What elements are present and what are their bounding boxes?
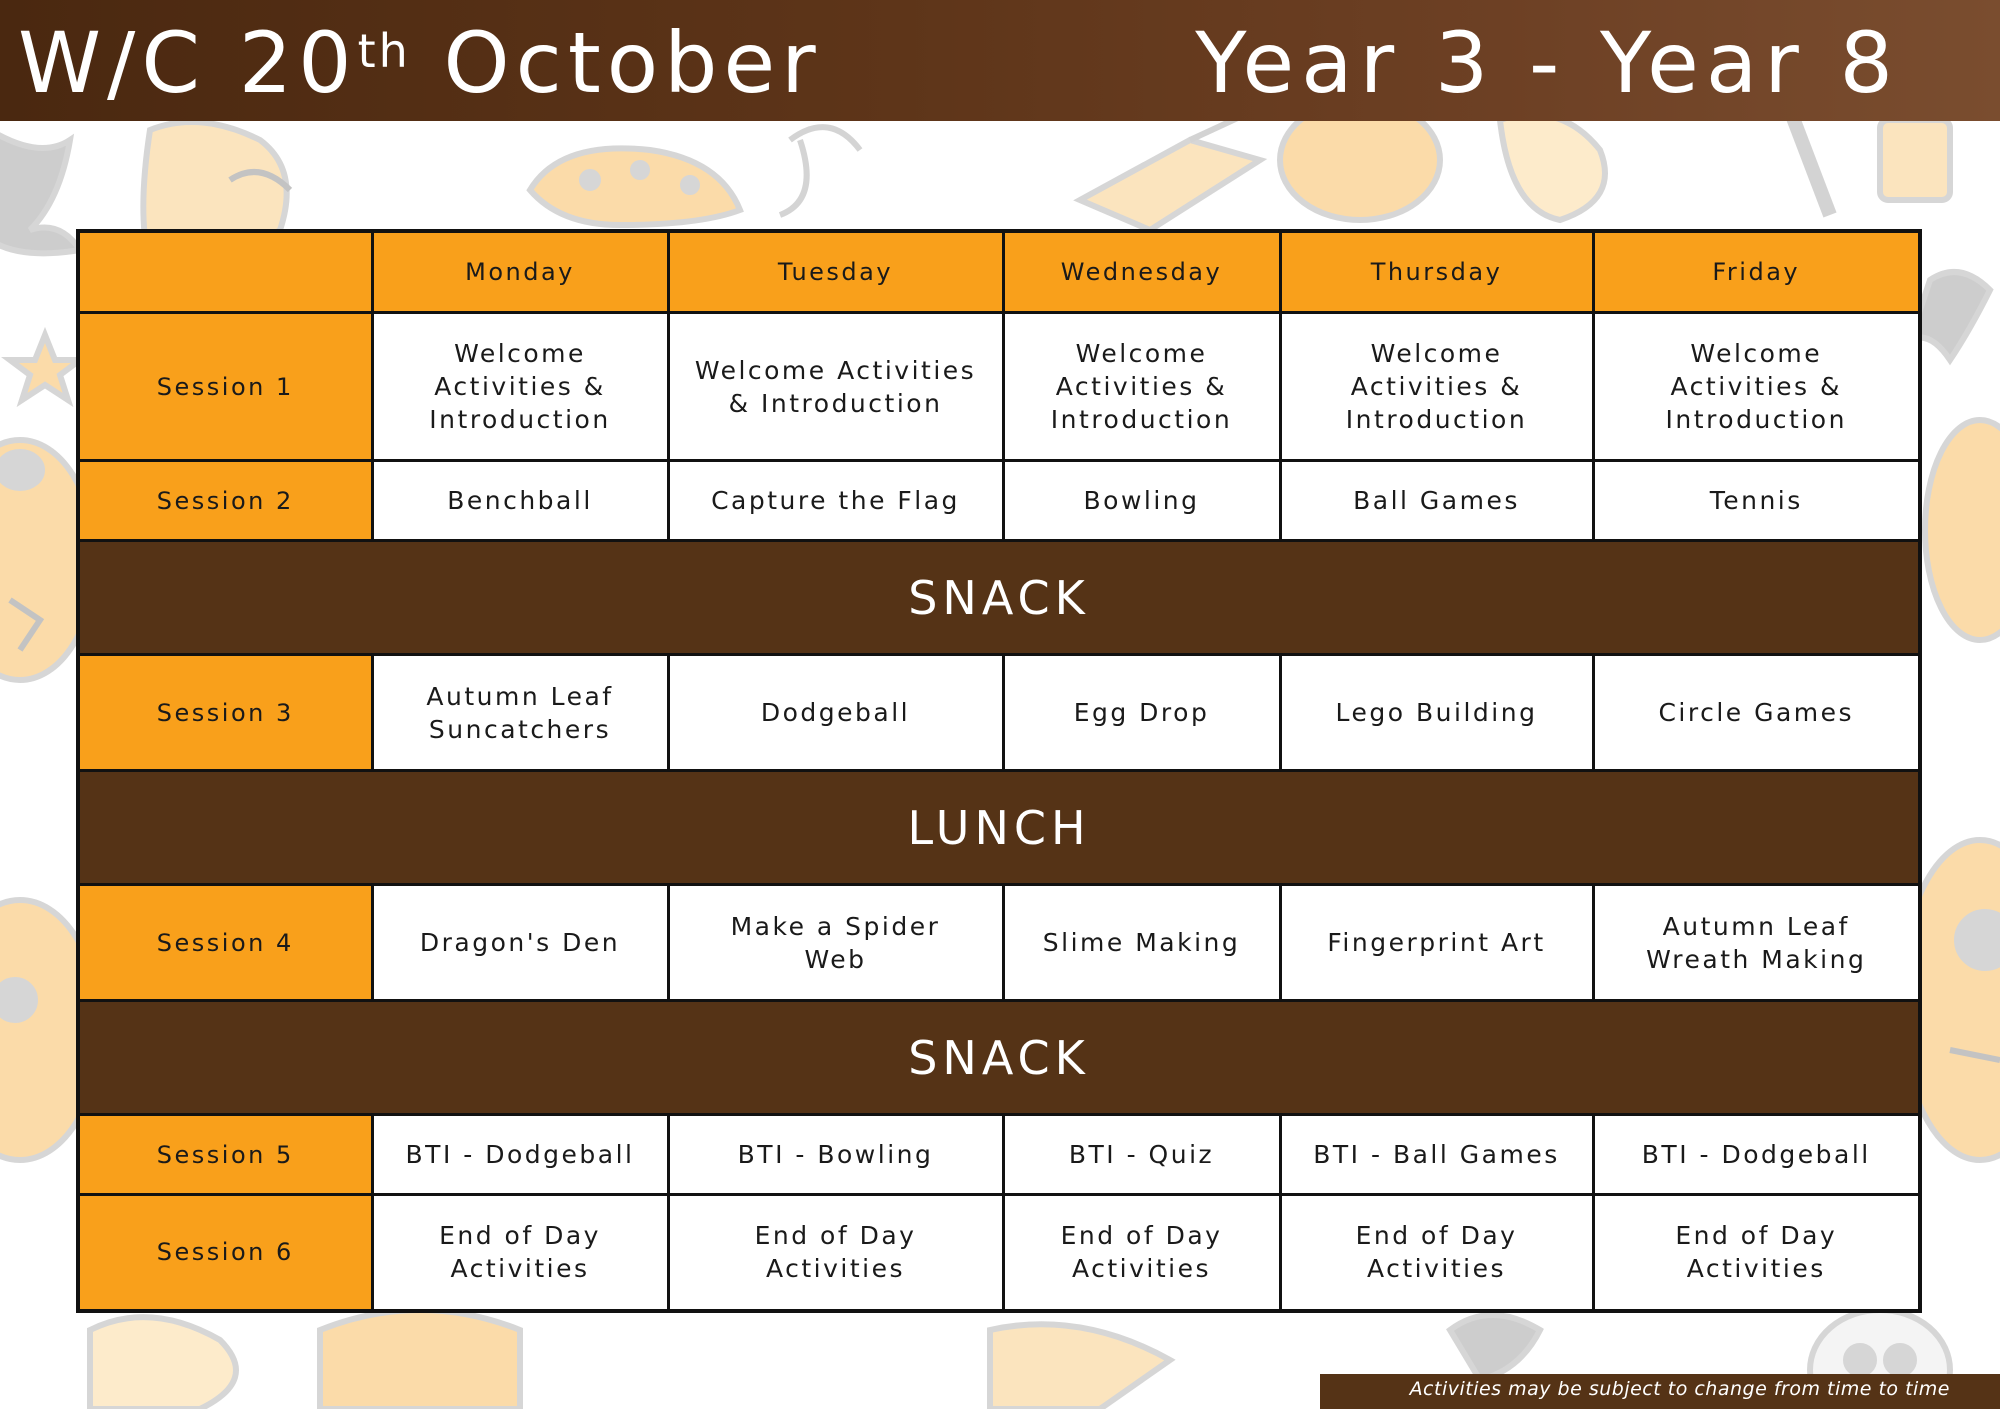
activity-cell: Capture the Flag — [668, 461, 1003, 541]
activity-cell: End of Day Activities — [1593, 1195, 1920, 1311]
activity-cell: End of Day Activities — [1280, 1195, 1593, 1311]
activity-cell: Ball Games — [1280, 461, 1593, 541]
activity-cell: Welcome Activities & Introduction — [1003, 313, 1280, 461]
bat-icon — [0, 130, 80, 253]
session-row — [78, 885, 1920, 1001]
activity-cell: Tennis — [1593, 461, 1920, 541]
activity-cell: Welcome Activities & Introduction — [668, 313, 1003, 461]
lunch-break-row — [78, 771, 1920, 885]
day-header-wednesday: Wednesday — [1003, 231, 1280, 313]
activity-cell: Circle Games — [1593, 655, 1920, 771]
activity-cell: Benchball — [372, 461, 668, 541]
day-header-tuesday: Tuesday — [668, 231, 1003, 313]
activity-cell: Egg Drop — [1003, 655, 1280, 771]
activity-cell: BTI - Quiz — [1003, 1115, 1280, 1195]
session-label: Session 6 — [78, 1195, 372, 1311]
activity-cell: BTI - Ball Games — [1280, 1115, 1593, 1195]
break-label: SNACK — [78, 1001, 1920, 1115]
bone-icon — [90, 1317, 236, 1409]
activity-cell: Lego Building — [1280, 655, 1593, 771]
session-row — [78, 313, 1920, 461]
session-row — [78, 1195, 1920, 1311]
day-header-row — [78, 231, 1920, 313]
activity-cell: Dodgeball — [668, 655, 1003, 771]
broom-icon — [990, 1324, 1170, 1409]
ghost-icon — [1500, 114, 1605, 220]
session-label: Session 5 — [78, 1115, 372, 1195]
activity-cell: Bowling — [1003, 461, 1280, 541]
activity-cell: Autumn Leaf Wreath Making — [1593, 885, 1920, 1001]
activity-cell: BTI - Bowling — [668, 1115, 1003, 1195]
corner-cell — [78, 231, 372, 313]
week-prefix: W/C 20 — [18, 14, 358, 112]
activity-cell: End of Day Activities — [668, 1195, 1003, 1311]
disclaimer-text: Activities may be subject to change from time to time — [1409, 1378, 1950, 1400]
activity-cell: Welcome Activities & Introduction — [1280, 313, 1593, 461]
session-label: Session 1 — [78, 313, 372, 461]
day-header-thursday: Thursday — [1280, 231, 1593, 313]
day-header-monday: Monday — [372, 231, 668, 313]
mushroom-icon — [320, 1310, 520, 1409]
session-row — [78, 461, 1920, 541]
star-icon — [10, 335, 80, 400]
activity-cell: Welcome Activities & Introduction — [1593, 313, 1920, 461]
footer-note-bar — [1320, 1374, 2000, 1409]
activity-cell: Welcome Activities & Introduction — [372, 313, 668, 461]
session-row — [78, 1115, 1920, 1195]
activity-cell: BTI - Dodgeball — [1593, 1115, 1920, 1195]
activity-cell: Autumn Leaf Suncatchers — [372, 655, 668, 771]
break-label: SNACK — [78, 541, 1920, 655]
snack-break-row — [78, 1001, 1920, 1115]
activity-cell: End of Day Activities — [1003, 1195, 1280, 1311]
activity-cell: Slime Making — [1003, 885, 1280, 1001]
activity-cell: Dragon's Den — [372, 885, 668, 1001]
activity-timetable — [76, 229, 1922, 1313]
activity-cell: BTI - Dodgeball — [372, 1115, 668, 1195]
day-header-friday: Friday — [1593, 231, 1920, 313]
activity-cell: Fingerprint Art — [1280, 885, 1593, 1001]
year-range-title: Year 3 - Year 8 — [1195, 14, 1900, 112]
break-label: LUNCH — [78, 771, 1920, 885]
week-month: October — [410, 14, 822, 112]
pumpkin-icon — [1925, 420, 2000, 640]
mushroom-icon — [530, 148, 740, 225]
session-label: Session 4 — [78, 885, 372, 1001]
session-label: Session 3 — [78, 655, 372, 771]
bat-icon — [1910, 272, 1990, 360]
week-ordinal-suffix: th — [357, 24, 411, 78]
session-label: Session 2 — [78, 461, 372, 541]
activity-cell: Make a Spider Web — [668, 885, 1003, 1001]
activity-cell: End of Day Activities — [372, 1195, 668, 1311]
snack-break-row — [78, 541, 1920, 655]
week-commencing-title — [18, 8, 822, 118]
session-row — [78, 655, 1920, 771]
header-bar — [0, 0, 2000, 121]
bat-icon — [1450, 1315, 1540, 1380]
